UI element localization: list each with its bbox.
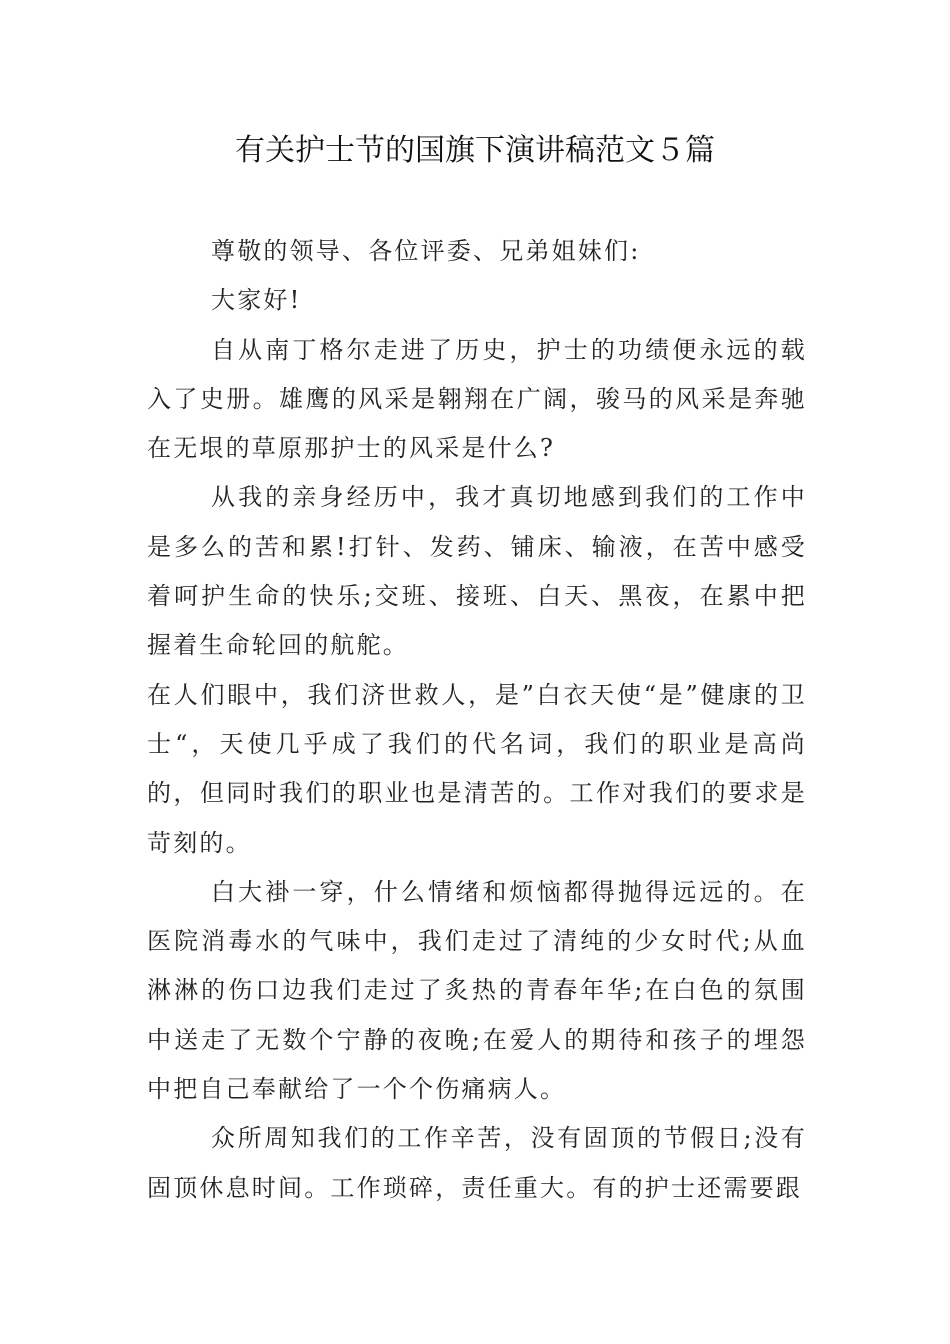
body-paragraph: 从我的亲身经历中，我才真切地感到我们的工作中是多么的苦和累!打针、发药、铺床、输液，在苦中感受着呵护生命的快乐;交班、接班、白天、黑夜，在累中把握着生命轮回的航舵。 (147, 483, 807, 660)
body-paragraph: 众所周知我们的工作辛苦，没有固顶的节假日;没有固顶休息时间。工作琐碎，责任重大。有的护士还需要跟 (147, 1124, 807, 1202)
document-body (147, 227, 807, 1213)
body-paragraph: 在人们眼中，我们济世救人，是”白衣天使“是”健康的卫士“，天使几乎成了我们的代名词，我们的职业是高尚的，但同时我们的职业也是清苦的。工作对我们的要求是苛刻的。 (147, 680, 807, 857)
salutation-paragraph: 大家好! (211, 286, 302, 315)
body-paragraph: 自从南丁格尔走进了历史，护士的功绩便永远的载入了史册。雄鹰的风采是翱翔在广阔，骏马的风采是奔驰在无垠的草原那护士的风采是什么? (147, 335, 807, 463)
body-paragraph: 白大褂一穿，什么情绪和烦恼都得抛得远远的。在医院消毒水的气味中，我们走过了清纯的少女时代;从血淋淋的伤口边我们走过了炙热的青春年华;在白色的氛围中送走了无数个宁静的夜晚;在爱人的期待和孩子的埋怨中把自己奉献给了一个个伤痛病人。 (147, 877, 807, 1104)
document-title: 有关护士节的国旗下演讲稿范文５篇 (235, 133, 715, 168)
greeting-paragraph: 尊敬的领导、各位评委、兄弟姐妹们: (211, 237, 641, 265)
